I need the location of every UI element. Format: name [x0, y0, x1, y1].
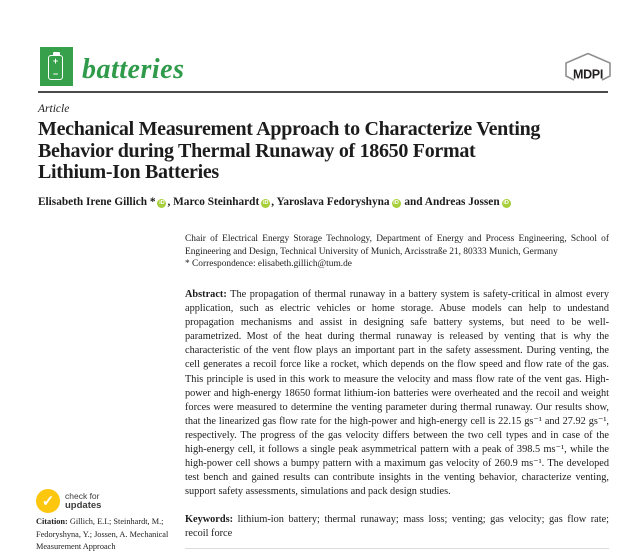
keywords-text: lithium-ion battery; thermal runaway; mass loss; venting; gas velocity; gas flow rate; recoil force	[185, 514, 609, 540]
citation-text: Gillich, E.I.; Steinhardt, M.; Fedoryshyna, Y.; Jossen, A. Mechanical Measurement Approach	[36, 517, 169, 551]
orcid-icon[interactable]: iD	[503, 200, 509, 206]
header-divider	[38, 91, 608, 93]
author-separator: ,	[271, 196, 277, 208]
citation-block	[36, 516, 182, 551]
battery-plus-sign: +	[52, 56, 59, 66]
mdpi-logo-text: MDPI	[572, 67, 604, 82]
title-line: Behavior during Thermal Runaway of 18650 Format	[38, 139, 476, 162]
mdpi-logo	[564, 52, 612, 86]
keywords-label: Keywords:	[185, 514, 234, 525]
author-name: Andreas Jossen	[424, 196, 500, 208]
orcid-icon[interactable]: iD	[262, 200, 269, 206]
affiliation-text: Chair of Electrical Energy Storage Technology, Department of Energy and Process Engineering, School of Engineering and Design, Technical University of Munich, Arcisstraße 21, 80333 Munich, Germany	[185, 234, 609, 257]
author-separator: ,	[167, 196, 174, 208]
article-title	[38, 119, 613, 184]
check-for-updates-badge[interactable]	[36, 489, 101, 513]
orcid-icon[interactable]: iD	[393, 200, 399, 206]
correspondence-label: * Correspondence:	[185, 259, 258, 270]
abstract-paragraph	[185, 288, 609, 499]
author-name: Yaroslava Fedoryshyna	[276, 196, 390, 208]
journal-name: batteries	[82, 54, 185, 85]
article-type-label: Article	[38, 103, 70, 115]
abstract-label: Abstract:	[185, 289, 227, 300]
author-name: Elisabeth Irene Gillich *	[38, 196, 156, 208]
title-line: Mechanical Measurement Approach to Characterize Venting	[38, 118, 541, 140]
check-icon: ✓	[36, 489, 60, 513]
mdpi-hexagon-icon	[564, 52, 612, 86]
author-name: Marco Steinhardt	[173, 196, 260, 208]
batteries-journal-logo	[40, 47, 73, 86]
footer-divider	[185, 548, 609, 549]
correspondence-email-link[interactable]: elisabeth.gillich@tum.de	[257, 259, 352, 270]
keywords-paragraph	[185, 513, 609, 541]
author-line	[38, 196, 613, 208]
battery-icon	[48, 55, 63, 80]
badge-line1: check for	[65, 490, 100, 501]
check-for-updates-label	[65, 492, 101, 511]
title-line: Lithium-Ion Batteries	[38, 161, 219, 183]
abstract-text: The propagation of thermal runaway in a battery system is safety-critical in almost every application, such as electric vehicles or home storage. Abuse models can help to undestand propagation mechanisms and assist in designing safe battery systems, but need to be well-parametrized. Most of the heat during thermal runaway is released by venting that is why the characteristic of the vent flow plays an important part in the safety assessment. During venting, the cell generates a recoil force like a rocket, which depends on the flow speed and flow rate of the gas. This principle is used in this work to measure the velocity and mass flow rate of the vent gas. High-power and high-energy 18650 format lithium-ion batteries were overheated and the recoil and weight forces were measured to determine the venting parameter during thermal runaway. Our results show, that the linearized gas flow rate for the high-power and high-energy cell is 22.15 gs⁻¹ and 27.92 gs⁻¹, respectively. The progress of the gas velocity differs between the two cell types and in case of the high-energy cell, it follows a single peak asymmetrical pattern with a peak of 398.5 ms⁻¹, while the high-power cell shows a bumpy pattern with a maximum gas velocity of 260.9 ms⁻¹. The developed test bench and gained results can contribute insights in the venting behavior, characterize venting, support safety assessments, simulations and pack design studies.	[185, 289, 609, 498]
orcid-icon[interactable]: iD	[159, 200, 165, 206]
affiliation-block	[185, 233, 609, 271]
correspondence-line	[185, 258, 609, 271]
battery-minus-sign: −	[52, 69, 59, 79]
badge-line2: updates	[65, 500, 102, 511]
citation-label: Citation:	[36, 517, 68, 526]
author-separator: and	[401, 196, 425, 208]
